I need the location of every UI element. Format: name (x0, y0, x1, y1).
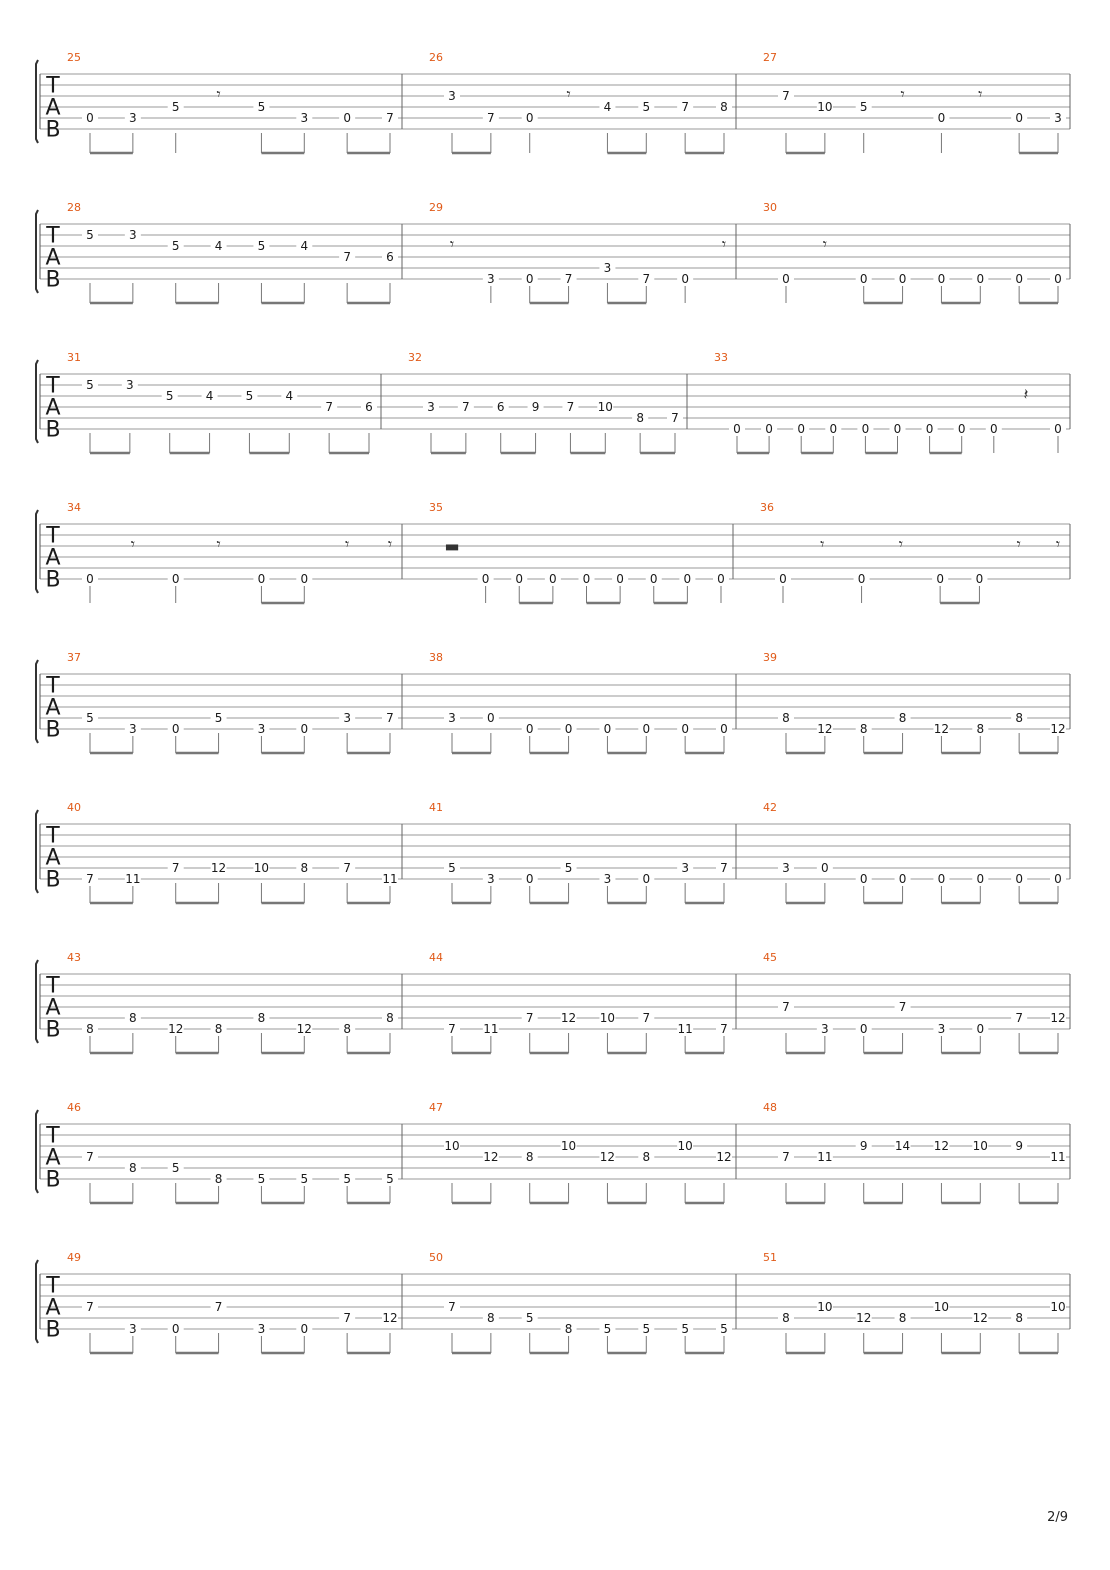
fret-number: 7 (343, 1311, 351, 1325)
fret-number: 0 (1054, 272, 1062, 286)
fret-number: 0 (937, 272, 946, 286)
fret-number: 0 (765, 422, 773, 436)
measure-number: 48 (763, 1101, 777, 1114)
fret-number: 3 (448, 711, 456, 725)
rest-symbol: 𝄾 (216, 84, 221, 104)
fret-number: 0 (683, 572, 692, 586)
fret-number: 7 (386, 111, 394, 125)
fret-number: 0 (898, 872, 907, 886)
fret-number: 3 (448, 89, 456, 103)
system-bracket (36, 1260, 38, 1343)
fret-number: 0 (733, 422, 741, 436)
fret-number: 0 (957, 422, 966, 436)
tab-clef-letter: B (45, 1167, 61, 1193)
fret-number: 0 (515, 572, 524, 586)
fret-number: 3 (487, 272, 495, 286)
fret-number: 0 (829, 422, 838, 436)
tab-clef-letter: B (45, 117, 61, 143)
measure-number: 29 (429, 201, 443, 214)
fret-number: 0 (976, 272, 985, 286)
fret-number: 8 (642, 1150, 651, 1164)
fret-number: 12 (599, 1150, 616, 1164)
fret-number: 3 (129, 111, 137, 125)
fret-number: 6 (386, 250, 394, 264)
rest-symbol: 𝄾 (449, 234, 455, 254)
fret-number: 11 (483, 1022, 499, 1036)
fret-number: 0 (859, 1022, 868, 1036)
fret-number: 4 (603, 100, 612, 114)
fret-number: 4 (205, 389, 214, 403)
fret-number: 8 (1015, 1311, 1023, 1325)
fret-number: 7 (343, 250, 351, 264)
fret-number: 8 (214, 1022, 223, 1036)
fret-number: 11 (1050, 1150, 1066, 1164)
fret-number: 10 (817, 100, 833, 114)
measure-number: 43 (67, 951, 81, 964)
fret-number: 0 (1054, 872, 1062, 886)
fret-number: 14 (894, 1139, 911, 1153)
system-bracket (36, 510, 38, 593)
fret-number: 10 (677, 1139, 693, 1153)
fret-number: 4 (214, 239, 223, 253)
tab-clef-letter: T (46, 1123, 60, 1149)
rest-symbol: 𝄾 (900, 84, 905, 104)
measure-number: 30 (763, 201, 777, 214)
rest-symbol: 𝄾 (820, 534, 825, 554)
rest-symbol: 𝄾 (721, 234, 727, 254)
fret-number: 0 (171, 722, 180, 736)
fret-number: 0 (821, 861, 829, 875)
fret-number: 0 (681, 722, 689, 736)
rest-symbol: 𝄾 (566, 84, 571, 104)
system-bracket (36, 1110, 38, 1193)
rest-symbol: ▬ (444, 536, 460, 556)
fret-number: 0 (717, 572, 725, 586)
page-number: 2/9 (1047, 1510, 1068, 1525)
fret-number: 3 (300, 111, 309, 125)
fret-number: 12 (382, 1311, 398, 1325)
fret-number: 0 (1054, 422, 1062, 436)
fret-number: 6 (496, 400, 505, 414)
fret-number: 12 (817, 722, 833, 736)
fret-number: 4 (300, 239, 309, 253)
system-bracket (36, 210, 38, 293)
fret-number: 7 (386, 711, 394, 725)
fret-number: 11 (817, 1150, 833, 1164)
fret-number: 7 (86, 872, 94, 886)
tab-clef-letter: A (45, 695, 61, 721)
fret-number: 3 (257, 1322, 266, 1336)
fret-number: 0 (893, 422, 902, 436)
tab-clef-letter: B (45, 417, 61, 443)
fret-number: 11 (677, 1022, 693, 1036)
fret-number: 7 (487, 111, 495, 125)
fret-number: 8 (720, 100, 728, 114)
fret-number: 3 (782, 861, 790, 875)
fret-number: 3 (126, 378, 134, 392)
fret-number: 0 (1015, 872, 1023, 886)
fret-number: 0 (720, 722, 728, 736)
fret-number: 7 (898, 1000, 907, 1014)
fret-number: 10 (444, 1139, 460, 1153)
fret-number: 3 (427, 400, 435, 414)
fret-number: 10 (933, 1300, 950, 1314)
fret-number: 0 (925, 422, 934, 436)
fret-number: 5 (257, 1172, 266, 1186)
fret-number: 8 (898, 1311, 907, 1325)
measure-number: 50 (429, 1251, 443, 1264)
fret-number: 0 (300, 572, 309, 586)
fret-number: 7 (448, 1300, 456, 1314)
rest-symbol: 𝄾 (1016, 534, 1021, 554)
fret-number: 9 (859, 1139, 868, 1153)
fret-number: 0 (86, 111, 94, 125)
tab-clef-letter: T (46, 73, 60, 99)
fret-number: 12 (716, 1150, 732, 1164)
fret-number: 6 (365, 400, 373, 414)
fret-number: 7 (681, 100, 689, 114)
fret-number: 12 (933, 1139, 950, 1153)
fret-number: 5 (603, 1322, 612, 1336)
fret-number: 5 (448, 861, 456, 875)
fret-number: 7 (86, 1300, 94, 1314)
fret-number: 0 (861, 422, 870, 436)
fret-number: 5 (86, 378, 94, 392)
tab-clef-letter: T (46, 673, 60, 699)
fret-number: 12 (1050, 722, 1066, 736)
fret-number: 10 (817, 1300, 833, 1314)
measure-number: 44 (429, 951, 443, 964)
measure-number: 34 (67, 501, 81, 514)
fret-number: 12 (483, 1150, 499, 1164)
measure-number: 32 (408, 351, 422, 364)
measure-number: 37 (67, 651, 81, 664)
fret-number: 5 (859, 100, 868, 114)
tab-clef-letter: T (46, 973, 60, 999)
measure-number: 25 (67, 51, 81, 64)
tab-clef-letter: A (45, 1295, 61, 1321)
fret-number: 0 (564, 722, 573, 736)
tab-clef-letter: T (46, 1273, 60, 1299)
fret-number: 0 (937, 872, 946, 886)
measure-number: 31 (67, 351, 81, 364)
fret-number: 7 (462, 400, 470, 414)
fret-number: 0 (857, 572, 866, 586)
fret-number: 8 (343, 1022, 351, 1036)
tab-clef-letter: B (45, 1017, 61, 1043)
fret-number: 0 (549, 572, 557, 586)
measure-number: 47 (429, 1101, 443, 1114)
fret-number: 12 (972, 1311, 988, 1325)
fret-number: 3 (681, 861, 689, 875)
fret-number: 0 (976, 872, 985, 886)
fret-number: 12 (296, 1022, 312, 1036)
tab-clef-letter: B (45, 267, 61, 293)
tab-clef-letter: A (45, 1145, 61, 1171)
system-bracket (36, 60, 38, 143)
fret-number: 0 (1015, 272, 1023, 286)
measure-number: 51 (763, 1251, 777, 1264)
fret-number: 3 (129, 228, 137, 242)
fret-number: 3 (487, 872, 495, 886)
fret-number: 5 (681, 1322, 689, 1336)
fret-number: 0 (481, 572, 490, 586)
fret-number: 8 (976, 722, 985, 736)
fret-number: 0 (649, 572, 658, 586)
fret-number: 12 (1050, 1011, 1066, 1025)
fret-number: 8 (129, 1011, 137, 1025)
tab-clef-letter: A (45, 245, 61, 271)
fret-number: 3 (937, 1022, 946, 1036)
fret-number: 0 (171, 1322, 180, 1336)
fret-number: 0 (898, 272, 907, 286)
fret-number: 8 (214, 1172, 223, 1186)
fret-number: 8 (129, 1161, 137, 1175)
fret-number: 12 (856, 1311, 872, 1325)
fret-number: 5 (642, 1322, 651, 1336)
measure-number: 39 (763, 651, 777, 664)
fret-number: 7 (214, 1300, 223, 1314)
tab-clef-letter: T (46, 523, 60, 549)
fret-number: 3 (129, 1322, 137, 1336)
measure-number: 33 (714, 351, 728, 364)
fret-number: 0 (525, 272, 534, 286)
fret-number: 5 (564, 861, 573, 875)
fret-number: 0 (603, 722, 612, 736)
fret-number: 12 (168, 1022, 184, 1036)
measure-number: 41 (429, 801, 443, 814)
fret-number: 7 (343, 861, 351, 875)
fret-number: 5 (257, 239, 266, 253)
fret-number: 0 (681, 272, 689, 286)
fret-number: 0 (300, 722, 309, 736)
fret-number: 0 (989, 422, 998, 436)
fret-number: 8 (636, 411, 644, 425)
rest-symbol: 𝄾 (345, 534, 350, 554)
tab-clef-letter: T (46, 223, 60, 249)
rest-symbol: 𝄾 (978, 84, 983, 104)
rest-symbol: 𝄾 (216, 534, 221, 554)
fret-number: 0 (642, 722, 651, 736)
measure-number: 28 (67, 201, 81, 214)
fret-number: 5 (86, 711, 94, 725)
fret-number: 7 (671, 411, 679, 425)
fret-number: 5 (245, 389, 254, 403)
fret-number: 10 (253, 861, 270, 875)
fret-number: 7 (325, 400, 333, 414)
fret-number: 10 (560, 1139, 577, 1153)
fret-number: 0 (1015, 111, 1023, 125)
tab-clef-letter: T (46, 823, 60, 849)
measure-number: 45 (763, 951, 777, 964)
fret-number: 0 (642, 872, 651, 886)
fret-number: 5 (343, 1172, 351, 1186)
fret-number: 3 (603, 872, 612, 886)
fret-number: 0 (525, 111, 534, 125)
rest-symbol: 𝄾 (130, 534, 135, 554)
fret-number: 8 (525, 1150, 534, 1164)
fret-number: 0 (797, 422, 806, 436)
fret-number: 0 (300, 1322, 309, 1336)
fret-number: 5 (642, 100, 651, 114)
fret-number: 0 (171, 572, 180, 586)
tab-clef-letter: B (45, 1317, 61, 1343)
fret-number: 7 (1015, 1011, 1023, 1025)
fret-number: 8 (300, 861, 309, 875)
fret-number: 8 (386, 1011, 394, 1025)
fret-number: 10 (599, 1011, 616, 1025)
fret-number: 5 (86, 228, 94, 242)
fret-number: 8 (782, 711, 790, 725)
fret-number: 0 (976, 1022, 985, 1036)
fret-number: 5 (171, 239, 180, 253)
fret-number: 8 (898, 711, 907, 725)
system-bracket (36, 960, 38, 1043)
fret-number: 0 (975, 572, 984, 586)
fret-number: 8 (782, 1311, 790, 1325)
fret-number: 9 (1015, 1139, 1023, 1153)
fret-number: 0 (937, 111, 946, 125)
fret-number: 7 (566, 400, 575, 414)
tab-clef-letter: B (45, 867, 61, 893)
measure-number: 38 (429, 651, 443, 664)
fret-number: 0 (859, 872, 868, 886)
fret-number: 11 (382, 872, 398, 886)
fret-number: 9 (531, 400, 540, 414)
fret-number: 10 (1050, 1300, 1066, 1314)
tab-clef-letter: A (45, 95, 61, 121)
tab-clef-letter: A (45, 395, 61, 421)
fret-number: 5 (300, 1172, 309, 1186)
fret-number: 8 (257, 1011, 266, 1025)
system-bracket (36, 810, 38, 893)
rest-symbol: 𝄾 (387, 534, 393, 554)
fret-number: 5 (214, 711, 223, 725)
fret-number: 0 (487, 711, 495, 725)
measure-number: 26 (429, 51, 443, 64)
fret-number: 10 (972, 1139, 988, 1153)
fret-number: 7 (86, 1150, 94, 1164)
fret-number: 5 (171, 100, 180, 114)
tab-clef-letter: A (45, 545, 61, 571)
fret-number: 11 (125, 872, 141, 886)
fret-number: 7 (642, 1011, 651, 1025)
fret-number: 5 (525, 1311, 534, 1325)
rest-symbol: 𝄾 (822, 234, 827, 254)
fret-number: 7 (448, 1022, 456, 1036)
tab-clef-letter: A (45, 845, 61, 871)
fret-number: 7 (525, 1011, 534, 1025)
fret-number: 7 (720, 1022, 728, 1036)
fret-number: 3 (129, 722, 137, 736)
measure-number: 35 (429, 501, 443, 514)
fret-number: 3 (603, 261, 612, 275)
measure-number: 42 (763, 801, 777, 814)
tab-clef-letter: T (46, 373, 60, 399)
fret-number: 12 (933, 722, 950, 736)
measure-number: 27 (763, 51, 777, 64)
measure-number: 46 (67, 1101, 81, 1114)
fret-number: 0 (859, 272, 868, 286)
fret-number: 0 (525, 722, 534, 736)
fret-number: 7 (720, 861, 728, 875)
system-bracket (36, 360, 38, 443)
fret-number: 5 (386, 1172, 394, 1186)
fret-number: 0 (779, 572, 787, 586)
fret-number: 0 (257, 572, 266, 586)
tab-clef-letter: B (45, 717, 61, 743)
fret-number: 8 (86, 1022, 94, 1036)
fret-number: 0 (782, 272, 790, 286)
tab-clef-letter: A (45, 995, 61, 1021)
measure-number: 49 (67, 1251, 81, 1264)
fret-number: 0 (343, 111, 351, 125)
fret-number: 7 (782, 1000, 790, 1014)
fret-number: 10 (597, 400, 613, 414)
fret-number: 8 (859, 722, 868, 736)
fret-number: 5 (720, 1322, 728, 1336)
fret-number: 3 (257, 722, 266, 736)
fret-number: 7 (782, 1150, 790, 1164)
fret-number: 3 (821, 1022, 829, 1036)
fret-number: 7 (564, 272, 573, 286)
fret-number: 5 (171, 1161, 180, 1175)
rest-symbol: 𝄾 (1055, 534, 1061, 554)
measure-number: 40 (67, 801, 81, 814)
fret-number: 8 (564, 1322, 573, 1336)
measure-number: 36 (760, 501, 774, 514)
system-bracket (36, 660, 38, 743)
rest-symbol: 𝄽 (1023, 384, 1029, 404)
fret-number: 12 (560, 1011, 577, 1025)
fret-number: 0 (525, 872, 534, 886)
rest-symbol: 𝄾 (898, 534, 903, 554)
fret-number: 8 (487, 1311, 495, 1325)
fret-number: 12 (210, 861, 227, 875)
tab-clef-letter: B (45, 567, 61, 593)
fret-number: 3 (343, 711, 351, 725)
fret-number: 0 (616, 572, 624, 586)
fret-number: 8 (1015, 711, 1023, 725)
fret-number: 7 (642, 272, 651, 286)
fret-number: 7 (782, 89, 790, 103)
fret-number: 7 (171, 861, 180, 875)
fret-number: 3 (1054, 111, 1062, 125)
fret-number: 0 (936, 572, 944, 586)
fret-number: 5 (257, 100, 266, 114)
fret-number: 0 (582, 572, 591, 586)
fret-number: 4 (285, 389, 294, 403)
fret-number: 5 (165, 389, 174, 403)
fret-number: 0 (86, 572, 94, 586)
